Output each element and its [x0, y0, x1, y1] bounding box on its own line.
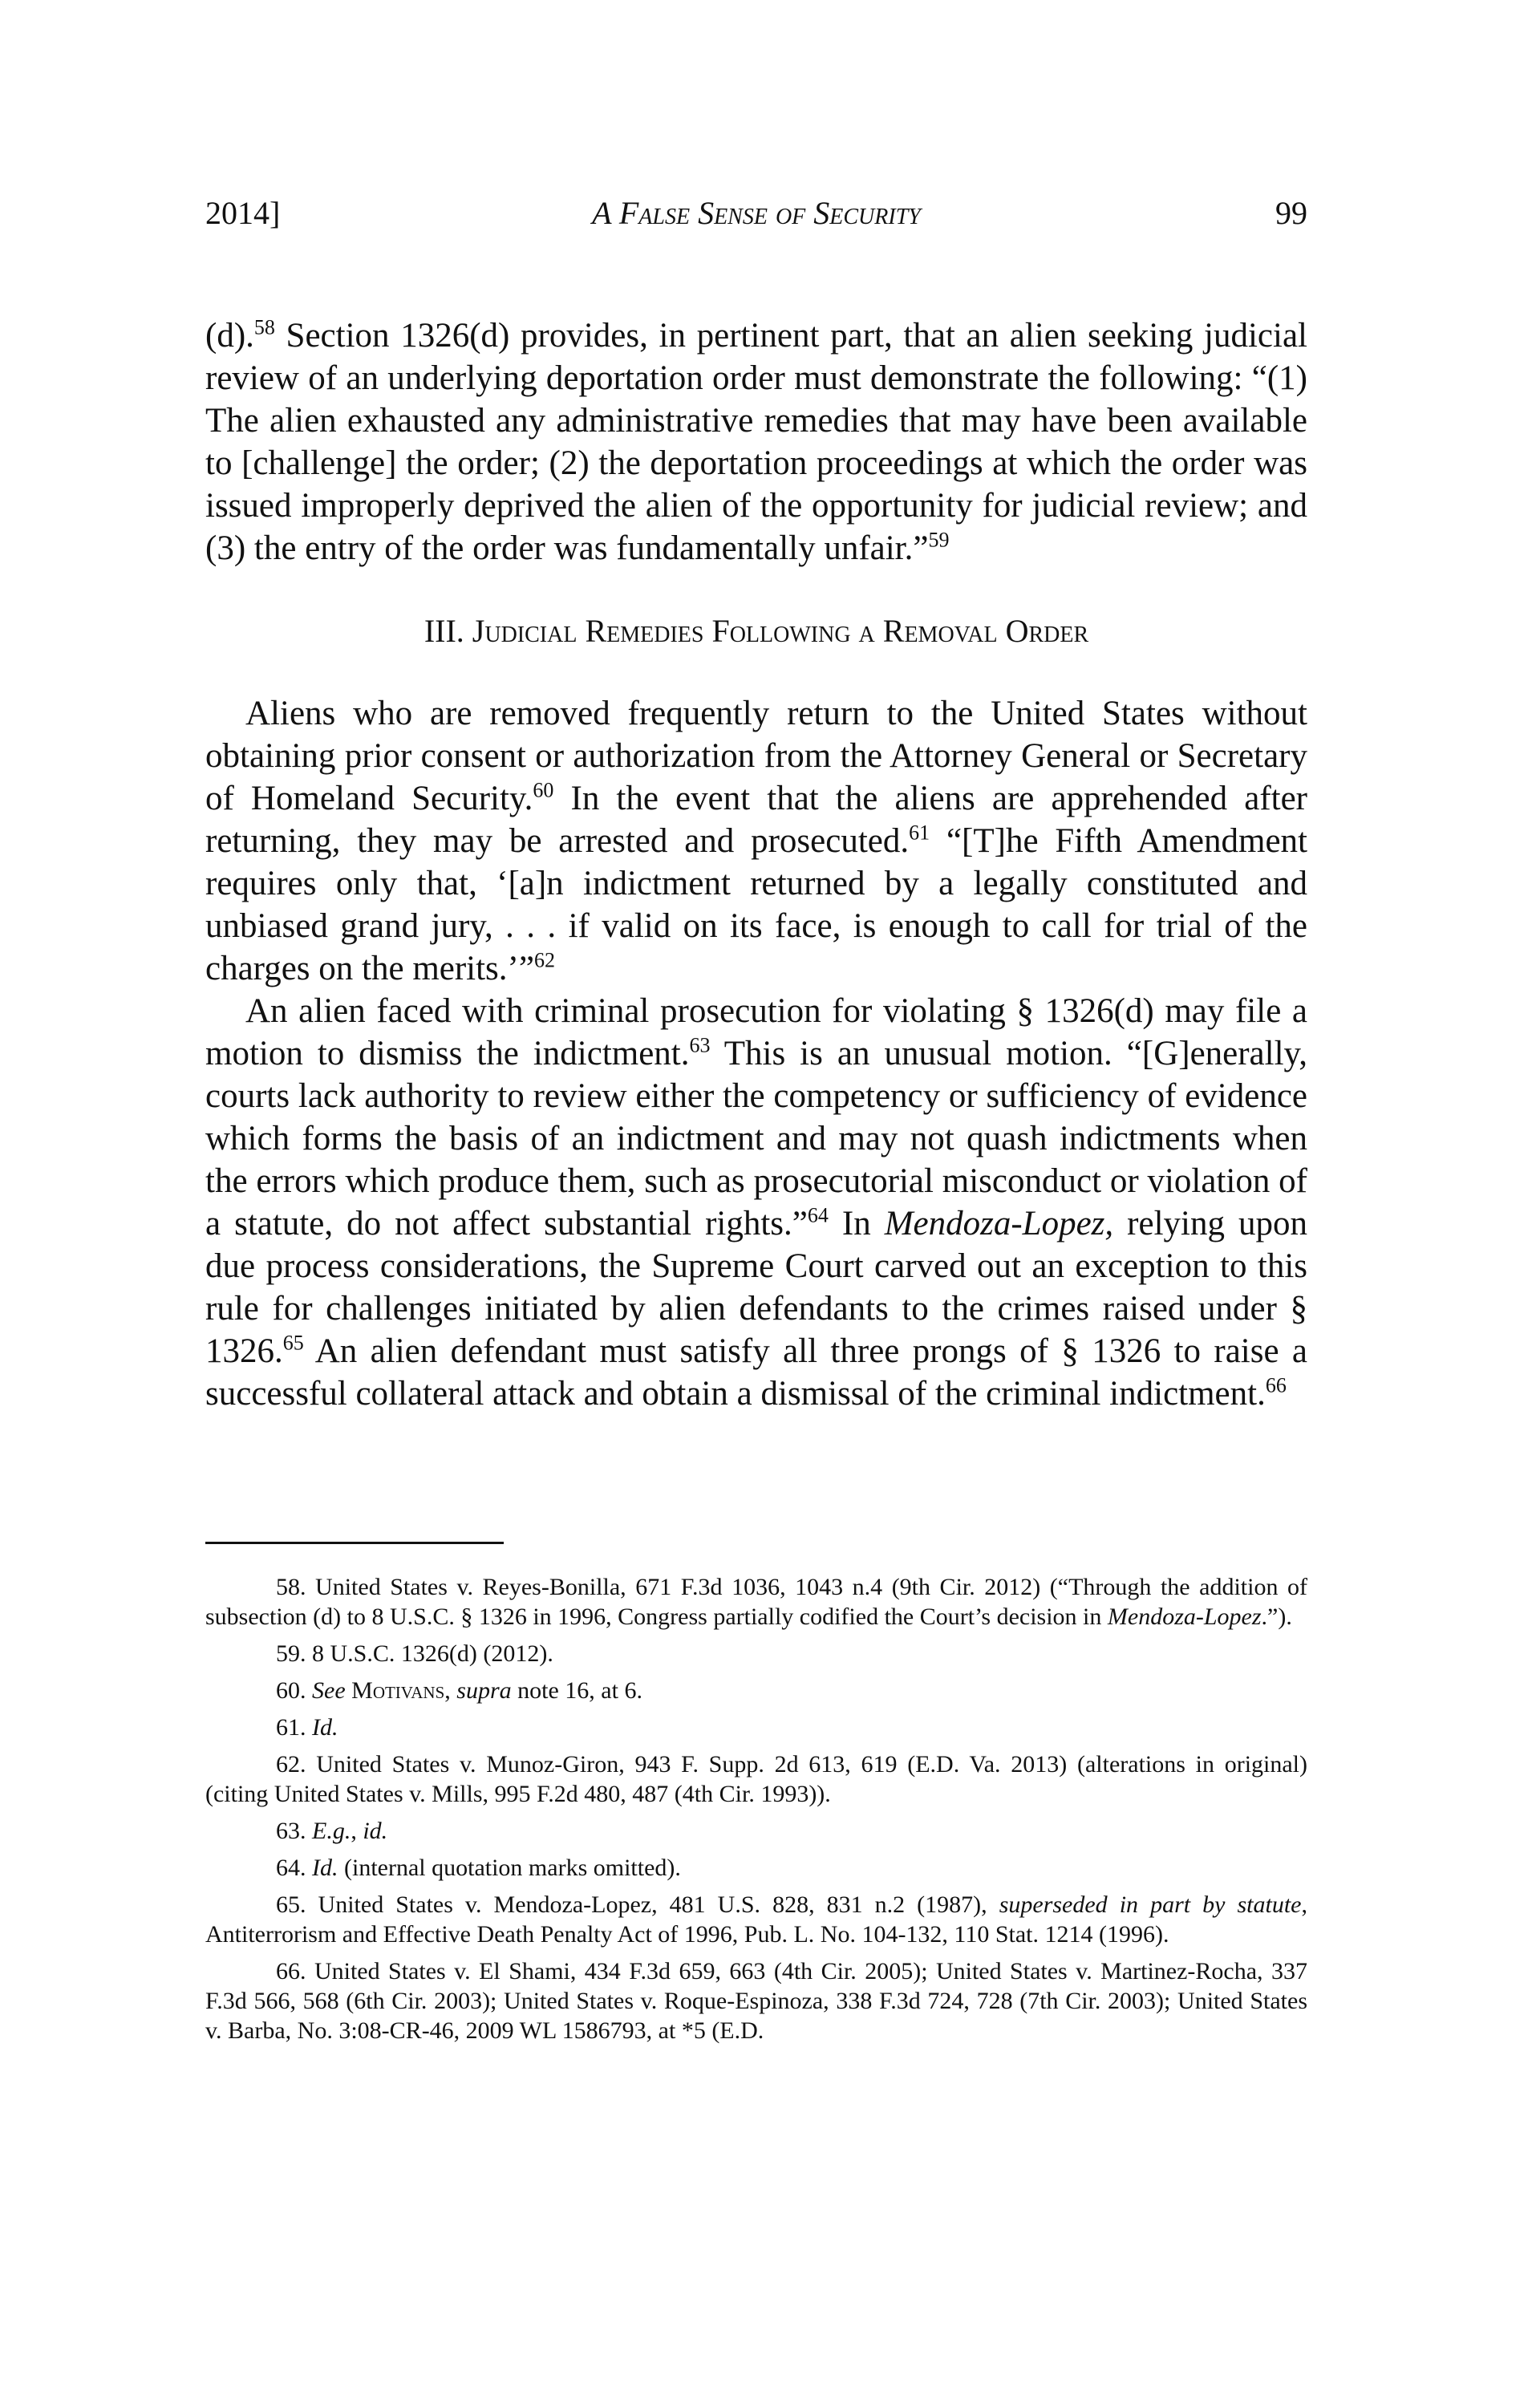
text-run: This is an unusual motion. “[G]enerally, courts lack authority to review either the competency or sufficiency of evidence which forms the basis of an indictment and may not quash indictments when the errors which produce them, such as prosecutorial misconduct or violation of a statute, do not affect substantial rights.”: [205, 1035, 1307, 1243]
footnote-66: [205, 1956, 1307, 2045]
section-heading: III. Judicial Remedies Following a Removal Order: [424, 613, 1089, 649]
text-run: ,: [444, 1677, 457, 1704]
case-name: Mendoza-Lopez,: [884, 1205, 1114, 1243]
signal: supra: [456, 1677, 512, 1704]
footnote-ref-62[interactable]: 62: [533, 948, 555, 972]
paragraph-1: [205, 314, 1307, 570]
text-run: In: [828, 1205, 885, 1243]
text-run: United States v. Reyes-Bonilla, 671 F.3d 1036, 1043 n.4 (9th Cir. 2012) (“Through the addition of subsection (d) to 8 U.S.C. § 1326 in 1996, Congress partially codified the Court’s decision in: [205, 1574, 1308, 1630]
main-text: [205, 314, 1307, 1415]
running-title: [205, 194, 1307, 232]
footnote-62: [205, 1749, 1307, 1809]
footnote-ref-63[interactable]: 63: [689, 1033, 711, 1057]
text-run: relying upon due process considerations, the Supreme Court carved out an exception to this rule for challenges initiated by alien defendants to the crimes raised under § 1326.: [205, 1205, 1307, 1370]
footnote-ref-65[interactable]: 65: [282, 1331, 304, 1355]
footnotes: [205, 1572, 1307, 2053]
volume-year: 2014]: [205, 195, 281, 231]
footnote-number: 62.: [276, 1751, 306, 1778]
text-run: An alien defendant must satisfy all three prongs of § 1326 to raise a successful collateral attack and obtain a dismissal of the criminal indictment.: [205, 1332, 1307, 1413]
footnote-58: [205, 1572, 1307, 1632]
footnote-ref-64[interactable]: 64: [807, 1203, 829, 1227]
footnote-61: [205, 1713, 1307, 1742]
footnote-65: [205, 1890, 1307, 1949]
signal: E.g.: [312, 1818, 351, 1844]
footnote-number: 65.: [276, 1891, 306, 1918]
signal: Id.: [312, 1714, 338, 1741]
text-run: 8 U.S.C. 1326(d) (2012).: [312, 1640, 553, 1667]
text-run: (internal quotation marks omitted).: [338, 1855, 681, 1881]
footnote-ref-59[interactable]: 59: [928, 528, 950, 552]
text-run: An alien faced with criminal prosecution for violating § 1326(d) may file a motion to dismiss the indictment.: [205, 992, 1307, 1072]
footnote-divider: [205, 1542, 504, 1544]
text-run: (d).: [205, 317, 254, 355]
paragraph-2: [205, 692, 1307, 990]
footnote-64: [205, 1853, 1307, 1883]
footnote-ref-61[interactable]: 61: [909, 821, 930, 845]
footnote-ref-60[interactable]: 60: [533, 778, 554, 802]
footnote-number: 66.: [276, 1958, 306, 1984]
text-run: “[T]he Fifth Amendment requires only that, ‘[a]n indictment returned by a legally constituted and unbiased grand jury, . . . if valid on its face, is enough to call for trial of the charges on the merits.’”: [205, 822, 1307, 987]
footnote-number: 63.: [276, 1818, 306, 1844]
footnote-ref-58[interactable]: 58: [253, 315, 275, 339]
footnote-number: 61.: [276, 1714, 306, 1741]
text-run: Section 1326(d) provides, in pertinent part, that an alien seeking judicial review of an underlying deportation order must demonstrate the following: “(1) The alien exhausted any administrative remedies that may have been available to [challenge] the order; (2) the deportation proceedings at which the order was issued improperly deprived the alien of the opportunity for judicial review; and (3) the entry of the order was fundamentally unfair.”: [205, 317, 1307, 567]
paragraph-3: [205, 990, 1307, 1415]
signal: Id.: [312, 1855, 338, 1881]
text-run: United States v. Mendoza-Lopez, 481 U.S. 828, 831 n.2 (1987),: [318, 1891, 999, 1918]
author-name: Motivans: [351, 1677, 445, 1704]
running-header: [205, 194, 1307, 242]
footnote-number: 58.: [276, 1574, 306, 1600]
text-run: Aliens who are removed frequently return to the United States without obtaining prior consent or authorization from the Attorney General or Secretary of Homeland Security.: [205, 695, 1307, 817]
subsequent-history: superseded in part by statute: [999, 1891, 1302, 1918]
running-title-text: A False Sense of Security: [592, 195, 921, 231]
footnote-59: [205, 1639, 1307, 1668]
text-run: ,: [351, 1818, 363, 1844]
signal: See: [312, 1677, 346, 1704]
text-run: note 16, at 6.: [511, 1677, 642, 1704]
footnote-number: 64.: [276, 1855, 306, 1881]
footnote-ref-66[interactable]: 66: [1265, 1373, 1287, 1397]
case-name: Mendoza-Lopez: [1107, 1603, 1262, 1630]
text-run: , Antiterrorism and Effective Death Penalty Act of 1996, Pub. L. No. 104-132, 110 Stat. 1214 (1996).: [205, 1891, 1307, 1948]
text-run: United States v. Munoz-Giron, 943 F. Supp. 2d 613, 619 (E.D. Va. 2013) (alterations in original) (citing United States v. Mills, 995 F.2d 480, 487 (4th Cir. 1993)).: [205, 1751, 1308, 1807]
text-run: In the event that the aliens are apprehended after returning, they may be arrested and prosecuted.: [205, 780, 1308, 860]
footnote-60: [205, 1676, 1307, 1705]
footnote-number: 59.: [276, 1640, 306, 1667]
footnote-number: 60.: [276, 1677, 306, 1704]
footnote-63: [205, 1816, 1307, 1846]
signal: id.: [363, 1818, 388, 1844]
text-run: United States v. El Shami, 434 F.3d 659, 663 (4th Cir. 2005); United States v. Martinez-Rocha, 337 F.3d 566, 568 (6th Cir. 2003); United States v. Roque-Espinoza, 338 F.3d 724, 728 (7th Cir. 2003); United States v. Barba, No. 3:08-CR-46, 2009 WL 1586793, at *5 (E.D.: [205, 1958, 1307, 2044]
text-run: .”).: [1261, 1603, 1292, 1630]
page-number: 99: [1275, 195, 1307, 231]
